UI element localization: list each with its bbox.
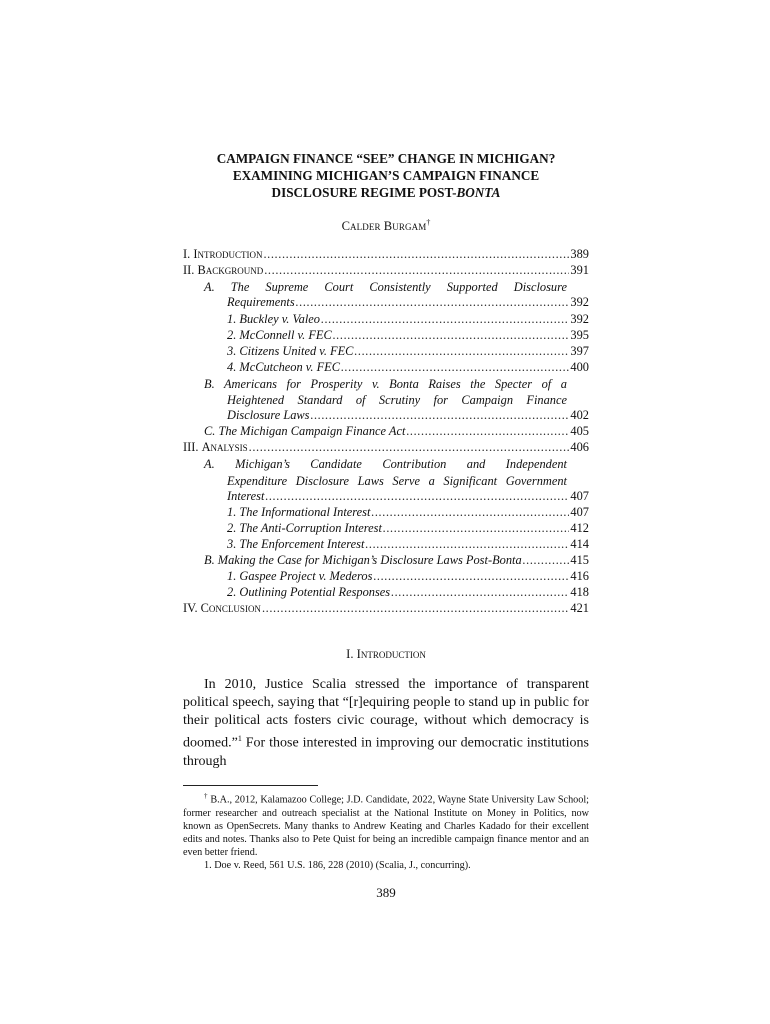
toc-entry-label: Interest (227, 488, 265, 503)
article-title (183, 150, 589, 201)
toc-entry-label: Introduction (193, 247, 263, 262)
footnote-dagger (183, 790, 589, 859)
toc-entry-citizens-united[interactable] (183, 344, 589, 360)
toc-leader (249, 440, 570, 455)
toc-page-number: 391 (570, 263, 589, 278)
toc-leader (262, 601, 569, 616)
toc-page-number: 397 (570, 343, 589, 358)
toc-entry-label: 2. Outlining Potential Responses (227, 585, 391, 600)
toc-entry-line: Heightened Standard of Scrutiny for Campaign Finance (227, 393, 567, 408)
toc-entry-analysis[interactable] (183, 440, 589, 456)
toc-leader (265, 489, 569, 504)
toc-entry-label: Background (197, 263, 264, 278)
toc-page-number: 407 (570, 488, 589, 503)
toc-entry-label: 3. Citizens United v. FEC (227, 343, 354, 358)
toc-entry-michigan-act[interactable] (183, 424, 589, 440)
toc-entry-informational[interactable] (183, 505, 589, 521)
table-of-contents (183, 247, 589, 617)
author-footnote-mark: † (426, 218, 431, 227)
title-line-3 (183, 184, 589, 201)
toc-entry-label: 1. Gaspee Project v. Mederos (227, 569, 373, 584)
toc-page-number: 414 (570, 536, 589, 551)
toc-entry-line: B. Americans for Prosperity v. Bonta Raises the Specter of a (204, 376, 567, 391)
page-number: 389 (376, 884, 396, 900)
toc-leader (333, 328, 570, 343)
toc-page-number: 407 (570, 504, 589, 519)
toc-entry-last-line (183, 295, 589, 311)
toc-leader (296, 295, 570, 310)
toc-entry-label: Requirements (227, 295, 295, 310)
toc-leader (264, 263, 569, 278)
toc-entry-line: A. Michigan’s Candidate Contribution and Independent (204, 457, 567, 472)
toc-entry-mccutcheon[interactable] (183, 360, 589, 376)
toc-entry-michigan-disclosure[interactable] (183, 456, 589, 504)
author-name: Calder Burgam (341, 219, 427, 234)
toc-page-number: 412 (570, 520, 589, 535)
footnote-dagger-text: B.A., 2012, Kalamazoo College; J.D. Candidate, 2022, Wayne State University Law School; former researcher and outreach specialist at the National Institute on Money in Politics, now known as OpenSecrets. Many thanks to Andrew Keating and Charles Kadado for their excellent edits and notes. Thanks also to Pete Quist for being an incredible campaign finance mentor and an even better friend. (183, 794, 590, 859)
toc-leader (371, 505, 569, 520)
toc-page-number: 405 (570, 424, 589, 439)
toc-entry-background[interactable] (183, 263, 589, 279)
toc-entry-num: IV. (183, 601, 201, 616)
toc-page-number: 392 (570, 311, 589, 326)
body-paragraph (183, 676, 589, 771)
toc-entry-label: C. The Michigan Campaign Finance Act (204, 424, 406, 439)
author-byline (183, 218, 589, 234)
toc-entry-num: II. (183, 263, 198, 278)
title-line-3-italic: BONTA (456, 185, 501, 200)
toc-entry-label: 2. The Anti-Corruption Interest (227, 520, 382, 535)
toc-entry-anti-corruption[interactable] (183, 521, 589, 537)
toc-entry-bonta[interactable] (183, 376, 589, 424)
toc-entry-gaspee[interactable] (183, 569, 589, 585)
toc-entry-enforcement[interactable] (183, 537, 589, 553)
toc-entry-line: A. The Supreme Court Consistently Supported Disclosure (204, 280, 567, 295)
toc-page-number: 402 (570, 408, 589, 423)
toc-entry-num: I. (183, 247, 194, 262)
toc-entry-making-the-case[interactable] (183, 553, 589, 569)
toc-entry-introduction[interactable] (183, 247, 589, 263)
toc-entry-label: Analysis (201, 440, 248, 455)
toc-leader (373, 569, 569, 584)
toc-entry-buckley[interactable] (183, 312, 589, 328)
toc-page-number: 400 (570, 359, 589, 374)
title-line-3-prefix: DISCLOSURE REGIME POST- (271, 185, 457, 200)
toc-entry-label: Conclusion (200, 601, 261, 616)
toc-entry-last-line (183, 408, 589, 424)
toc-entry-outlining[interactable] (183, 585, 589, 601)
toc-leader (365, 537, 569, 552)
body-continuation: For those interested in improving our democratic institutions through (183, 736, 589, 769)
toc-entry-label: 1. Buckley v. Valeo (227, 311, 320, 326)
toc-leader (311, 408, 570, 423)
toc-page-number: 415 (570, 552, 589, 567)
toc-page-number: 421 (570, 601, 589, 616)
section-heading: I. Introduction (346, 647, 426, 662)
toc-leader (391, 585, 569, 600)
toc-entry-mcconnell[interactable] (183, 328, 589, 344)
toc-leader (263, 247, 569, 262)
footnote-1: 1. Doe v. Reed, 561 U.S. 186, 228 (2010) (Scalia, J., concurring). (204, 860, 471, 872)
footnote-divider (183, 785, 318, 786)
footnote-dagger-mark: † (204, 792, 208, 800)
footnote-ref[interactable]: 1 (237, 734, 242, 744)
toc-entry-label: 2. McConnell v. FEC (227, 327, 332, 342)
document-page (183, 150, 589, 901)
toc-leader (321, 312, 569, 327)
toc-page-number: 406 (570, 440, 589, 455)
toc-leader (383, 521, 570, 536)
toc-page-number: 416 (570, 569, 589, 584)
toc-entry-label: 1. The Informational Interest (227, 504, 371, 519)
body-paragraph-text: In 2010, Justice Scalia stressed the importance of transparent political speech, saying that “[r]equiring people to stand up in public for their political acts fosters civic courage, without which democracy is doomed.” (183, 677, 589, 751)
toc-leader (341, 360, 569, 375)
toc-leader (354, 344, 569, 359)
toc-entry-num: III. (183, 440, 202, 455)
toc-leader (406, 424, 569, 439)
toc-entry-label: 3. The Enforcement Interest (227, 536, 365, 551)
toc-entry-supreme-court[interactable] (183, 279, 589, 311)
toc-entry-last-line (183, 489, 589, 505)
toc-page-number: 418 (570, 585, 589, 600)
toc-page-number: 392 (570, 295, 589, 310)
toc-entry-label: B. Making the Case for Michigan’s Disclosure Laws Post-Bonta (204, 552, 522, 567)
toc-entry-label: 4. McCutcheon v. FEC (227, 359, 340, 374)
title-line-1: CAMPAIGN FINANCE “SEE” CHANGE IN MICHIGAN? (216, 151, 556, 166)
toc-page-number: 389 (570, 247, 589, 262)
toc-page-number: 395 (570, 327, 589, 342)
toc-leader (523, 553, 570, 568)
toc-entry-label: Disclosure Laws (227, 408, 310, 423)
toc-entry-conclusion[interactable] (183, 601, 589, 617)
title-line-2: EXAMINING MICHIGAN’S CAMPAIGN FINANCE (232, 168, 540, 183)
toc-entry-line: Expenditure Disclosure Laws Serve a Significant Government (227, 473, 567, 488)
footnotes (183, 790, 589, 873)
